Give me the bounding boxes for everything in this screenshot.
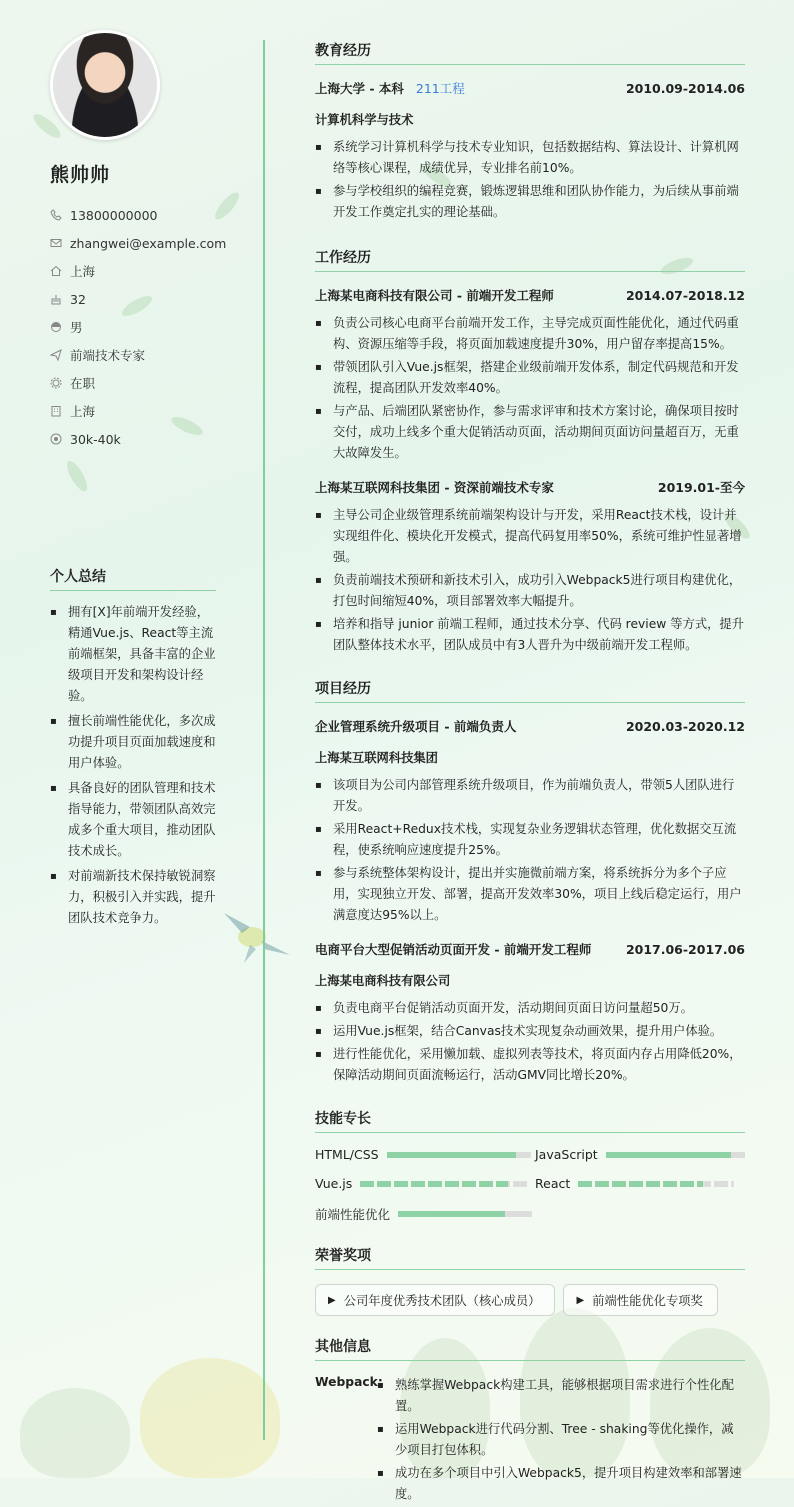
entry-head — [315, 478, 745, 496]
list-item: ▪ 参与系统整体架构设计，提出并实施微前端方案，将系统拆分为多个子应用，实现独立开发、部署，提高开发效率30%，项目上线后稳定运行，用户满意度达95%以上。 — [315, 863, 745, 926]
list-item: ▪ 负责公司核心电商平台前端开发工作，主导完成页面性能优化，通过代码重构、资源压缩等手段，将页面加载速度提升30%，用户留存率提高15%。 — [315, 313, 745, 355]
info-phone: 13800000000 — [50, 201, 216, 229]
play-icon: ▶ — [328, 1294, 336, 1306]
list-item: ▪ 运用Vue.js框架，结合Canvas技术实现复杂动画效果，提升用户体验。 — [315, 1021, 745, 1042]
list-item: ▪ 带领团队引入Vue.js框架，搭建企业级前端开发体系，制定代码规范和开发流程，提高团队开发效率40%。 — [315, 357, 745, 399]
skills-title: 技能专长 — [315, 1108, 745, 1133]
other-list — [377, 1375, 745, 1507]
send-icon — [50, 349, 62, 361]
cake-icon — [50, 293, 62, 305]
skills-grid — [315, 1147, 745, 1223]
other-title: 其他信息 — [315, 1336, 745, 1361]
job-title: 上海某电商科技有限公司 - 前端开发工程师 — [315, 288, 554, 303]
mail-icon — [50, 237, 62, 249]
status-icon — [50, 377, 62, 389]
skill-item — [315, 1147, 535, 1162]
skill-fill — [387, 1152, 517, 1158]
school-tag: 211工程 — [415, 81, 465, 96]
list-item: ▪ 对前端新技术保持敏锐洞察力，积极引入并实践，提升团队技术竞争力。 — [50, 866, 216, 929]
entry-date: 2020.03-2020.12 — [625, 719, 745, 734]
skill-item — [535, 1147, 745, 1162]
list-item: ▪ 拥有[X]年前端开发经验，精通Vue.js、React等主流前端框架，具备丰富的企业级项目开发和架构设计经验。 — [50, 602, 216, 707]
skill-name: React — [535, 1176, 571, 1191]
list-item: ▪ 具备良好的团队管理和技术指导能力，带领团队高效完成多个重大项目，推动团队技术成长。 — [50, 778, 216, 862]
skill-bar — [578, 1181, 734, 1187]
list-item: ▪ 采用React+Redux技术栈，实现复杂业务逻辑状态管理，优化数据交互流程，使系统响应速度提升25%。 — [315, 819, 745, 861]
bird-decoration — [222, 905, 292, 965]
main-content — [315, 40, 745, 1507]
awards-list — [315, 1284, 745, 1316]
skill-fill — [398, 1211, 505, 1217]
skill-fill — [360, 1181, 508, 1187]
other-key: Webpack: — [315, 1375, 383, 1389]
avatar — [50, 30, 160, 140]
project-org: 上海某互联网科技集团 — [315, 751, 438, 765]
summary-list — [50, 602, 216, 933]
skill-name: JavaScript — [535, 1147, 598, 1162]
job-title: 上海某互联网科技集团 - 资深前端技术专家 — [315, 480, 554, 495]
list-item: ▪ 负责前端技术预研和新技术引入，成功引入Webpack5进行项目构建优化，打包时间缩短40%，项目部署效率大幅提升。 — [315, 570, 745, 612]
skill-item — [315, 1205, 535, 1223]
skill-fill — [578, 1181, 703, 1187]
work-list — [315, 313, 745, 464]
skill-bar — [360, 1181, 528, 1187]
project-list — [315, 998, 745, 1086]
sidebar — [50, 30, 227, 925]
school-name: 上海大学 - 本科 — [315, 81, 404, 96]
building-icon — [50, 405, 62, 417]
list-item: ▪ 运用Webpack进行代码分割、Tree - shaking等优化操作，减少项目打包体积。 — [377, 1419, 745, 1461]
education-entry — [315, 79, 745, 223]
award-item[interactable] — [315, 1284, 555, 1316]
skill-bar — [387, 1152, 531, 1158]
project-list — [315, 775, 745, 926]
info-gender: 男 — [50, 313, 216, 341]
contact-info — [50, 201, 227, 453]
projects-title: 项目经历 — [315, 678, 745, 703]
gender-icon — [50, 321, 62, 333]
info-email: zhangwei@example.com — [50, 229, 216, 257]
list-item: ▪ 参与学校组织的编程竞赛，锻炼逻辑思维和团队协作能力，为后续从事前端开发工作奠定扎实的理论基础。 — [315, 181, 745, 223]
list-item: ▪ 系统学习计算机科学与技术专业知识，包括数据结构、算法设计、计算机网络等核心课程，成绩优异，专业排名前10%。 — [315, 137, 745, 179]
phone-icon — [50, 209, 62, 221]
major: 计算机科学与技术 — [315, 113, 414, 127]
entry-date: 2010.09-2014.06 — [625, 81, 745, 96]
award-label: 前端性能优化专项奖 — [592, 1294, 703, 1308]
salary-icon — [50, 433, 62, 445]
skill-name: 前端性能优化 — [315, 1207, 391, 1222]
home-icon — [50, 265, 62, 277]
play-icon: ▶ — [576, 1294, 585, 1306]
skill-name: Vue.js — [315, 1176, 353, 1191]
skill-item — [535, 1176, 745, 1191]
info-salary: 30k-40k — [50, 425, 216, 453]
project-title: 企业管理系统升级项目 - 前端负责人 — [315, 719, 517, 734]
info-location: 上海 — [50, 257, 216, 285]
entry-date: 2019.01-至今 — [657, 480, 745, 495]
list-item: ▪ 与产品、后端团队紧密协作，参与需求评审和技术方案讨论，确保项目按时交付，成功上线多个重大促销活动页面，活动期间页面访问量超百万，无重大故障发生。 — [315, 401, 745, 464]
list-item: ▪ 培养和指导 junior 前端工程师，通过技术分享、代码 review 等方式，提升团队整体技术水平，团队成员中有3人晋升为中级前端开发工程师。 — [315, 614, 745, 656]
entry-date: 2017.06-2017.06 — [625, 942, 745, 957]
candidate-name: 熊帅帅 — [50, 164, 111, 186]
entry-head — [315, 717, 745, 735]
skill-fill — [606, 1152, 731, 1158]
other-info — [315, 1375, 745, 1507]
list-item: ▪ 擅长前端性能优化，多次成功提升项目页面加载速度和用户体验。 — [50, 711, 216, 774]
work-title: 工作经历 — [315, 247, 745, 272]
project-title: 电商平台大型促销活动页面开发 - 前端开发工程师 — [315, 942, 592, 957]
work-entry — [315, 286, 745, 464]
work-entry — [315, 478, 745, 656]
info-title: 前端技术专家 — [50, 341, 216, 369]
skill-name: HTML/CSS — [315, 1147, 379, 1162]
info-status: 在职 — [50, 369, 216, 397]
info-city: 上海 — [50, 397, 216, 425]
awards-title: 荣誉奖项 — [315, 1245, 745, 1270]
entry-head — [315, 79, 745, 97]
info-age: 32 — [50, 285, 216, 313]
entry-head — [315, 940, 745, 958]
project-entry — [315, 717, 745, 926]
work-list — [315, 505, 745, 656]
entry-head — [315, 286, 745, 304]
list-item: ▪ 成功在多个项目中引入Webpack5，提升项目构建效率和部署速度。 — [377, 1463, 745, 1505]
list-item: ▪ 进行性能优化，采用懒加载、虚拟列表等技术，将页面内存占用降低20%，保障活动期间页面流畅运行，活动GMV同比增长20%。 — [315, 1044, 745, 1086]
list-item: ▪ 该项目为公司内部管理系统升级项目，作为前端负责人，带领5人团队进行开发。 — [315, 775, 745, 817]
education-list — [315, 137, 745, 223]
list-item: ▪ 熟练掌握Webpack构建工具，能够根据项目需求进行个性化配置。 — [377, 1375, 745, 1417]
column-divider — [263, 40, 265, 1440]
skill-item — [315, 1176, 535, 1191]
project-org: 上海某电商科技有限公司 — [315, 974, 451, 988]
summary-title: 个人总结 — [50, 566, 216, 591]
award-label: 公司年度优秀技术团队（核心成员） — [343, 1294, 541, 1308]
skill-bar — [606, 1152, 745, 1158]
list-item: ▪ 主导公司企业级管理系统前端架构设计与开发，采用React技术栈，设计并实现组件化、模块化开发模式，提高代码复用率50%，系统可维护性显著增强。 — [315, 505, 745, 568]
list-item: ▪ 负责电商平台促销活动页面开发，活动期间页面日访问量超50万。 — [315, 998, 745, 1019]
entry-date: 2014.07-2018.12 — [625, 288, 745, 303]
skill-bar — [398, 1211, 532, 1217]
education-title: 教育经历 — [315, 40, 745, 65]
project-entry — [315, 940, 745, 1086]
award-item[interactable] — [563, 1284, 717, 1316]
